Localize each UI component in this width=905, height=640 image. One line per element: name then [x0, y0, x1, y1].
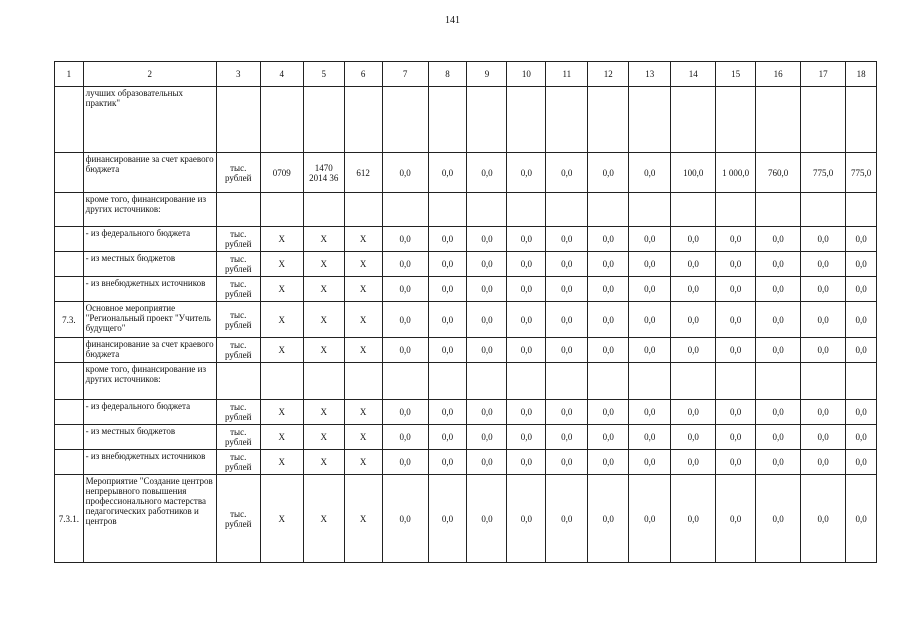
value-cell: 0,0: [382, 475, 428, 563]
value-cell: 0,0: [467, 252, 507, 277]
value-cell: 0,0: [801, 227, 846, 252]
value-cell: 0,0: [428, 277, 467, 302]
value-cell: [507, 87, 546, 153]
column-header: 7: [382, 62, 428, 87]
value-cell: 0,0: [716, 302, 756, 338]
row-number-cell: 7.3.: [55, 302, 84, 338]
value-cell: тыс. рублей: [216, 450, 260, 475]
value-cell: 0,0: [546, 277, 588, 302]
description-cell: лучших образовательных практик": [83, 87, 216, 153]
value-cell: 0,0: [629, 338, 671, 363]
value-cell: X: [260, 400, 303, 425]
value-cell: [756, 193, 801, 227]
table-row: [55, 425, 877, 450]
value-cell: [671, 87, 716, 153]
value-cell: 0,0: [382, 425, 428, 450]
value-cell: 0,0: [588, 153, 629, 193]
value-cell: [303, 193, 344, 227]
value-cell: 0,0: [801, 400, 846, 425]
value-cell: 0,0: [671, 252, 716, 277]
value-cell: 0,0: [546, 400, 588, 425]
value-cell: [588, 363, 629, 400]
value-cell: 0,0: [716, 338, 756, 363]
value-cell: 0,0: [846, 227, 877, 252]
value-cell: 0,0: [507, 302, 546, 338]
value-cell: тыс. рублей: [216, 227, 260, 252]
value-cell: [507, 193, 546, 227]
value-cell: X: [344, 277, 382, 302]
value-cell: 0,0: [846, 475, 877, 563]
value-cell: 0,0: [716, 400, 756, 425]
value-cell: 0,0: [467, 425, 507, 450]
column-header: 12: [588, 62, 629, 87]
value-cell: 0,0: [756, 425, 801, 450]
value-cell: 0,0: [546, 227, 588, 252]
value-cell: 0,0: [428, 425, 467, 450]
value-cell: тыс. рублей: [216, 302, 260, 338]
description-cell: - из федерального бюджета: [83, 227, 216, 252]
value-cell: X: [260, 252, 303, 277]
value-cell: 775,0: [846, 153, 877, 193]
column-header: 6: [344, 62, 382, 87]
value-cell: [846, 363, 877, 400]
value-cell: 0,0: [671, 450, 716, 475]
value-cell: 0,0: [756, 252, 801, 277]
value-cell: 0,0: [588, 302, 629, 338]
table-row: [55, 450, 877, 475]
value-cell: 0,0: [846, 277, 877, 302]
value-cell: [467, 87, 507, 153]
value-cell: 0,0: [588, 227, 629, 252]
value-cell: 0,0: [467, 450, 507, 475]
value-cell: X: [344, 475, 382, 563]
value-cell: тыс. рублей: [216, 153, 260, 193]
value-cell: 0,0: [467, 302, 507, 338]
value-cell: [382, 193, 428, 227]
table-row: [55, 193, 877, 227]
value-cell: [260, 193, 303, 227]
value-cell: [588, 87, 629, 153]
value-cell: 0,0: [546, 153, 588, 193]
value-cell: X: [344, 425, 382, 450]
value-cell: 0,0: [588, 252, 629, 277]
table-row: [55, 400, 877, 425]
value-cell: 0,0: [507, 277, 546, 302]
value-cell: [801, 193, 846, 227]
value-cell: 0,0: [801, 252, 846, 277]
column-header: 1: [55, 62, 84, 87]
value-cell: 0,0: [428, 450, 467, 475]
description-cell: - из внебюджетных источников: [83, 277, 216, 302]
value-cell: [671, 193, 716, 227]
value-cell: [716, 363, 756, 400]
value-cell: 0,0: [629, 400, 671, 425]
value-cell: 0,0: [546, 450, 588, 475]
value-cell: 0,0: [716, 425, 756, 450]
value-cell: 0,0: [756, 450, 801, 475]
value-cell: 0,0: [467, 338, 507, 363]
value-cell: X: [303, 227, 344, 252]
value-cell: 0,0: [801, 475, 846, 563]
row-number-cell: [55, 425, 84, 450]
value-cell: 0,0: [428, 252, 467, 277]
value-cell: 0,0: [629, 153, 671, 193]
value-cell: 0,0: [428, 227, 467, 252]
value-cell: 0,0: [756, 338, 801, 363]
value-cell: 0,0: [382, 450, 428, 475]
value-cell: [382, 363, 428, 400]
value-cell: 0,0: [716, 227, 756, 252]
value-cell: [428, 87, 467, 153]
value-cell: [546, 193, 588, 227]
value-cell: X: [260, 475, 303, 563]
value-cell: 0,0: [546, 338, 588, 363]
value-cell: X: [344, 302, 382, 338]
value-cell: 0,0: [629, 475, 671, 563]
value-cell: [344, 363, 382, 400]
value-cell: 0,0: [756, 400, 801, 425]
header-row: [55, 62, 877, 87]
row-number-cell: [55, 87, 84, 153]
value-cell: [629, 363, 671, 400]
value-cell: 0,0: [716, 450, 756, 475]
value-cell: 0,0: [588, 425, 629, 450]
value-cell: 0,0: [588, 277, 629, 302]
value-cell: 1470 2014 36: [303, 153, 344, 193]
value-cell: X: [344, 450, 382, 475]
row-number-cell: [55, 193, 84, 227]
column-header: 2: [83, 62, 216, 87]
value-cell: [801, 87, 846, 153]
value-cell: 0,0: [629, 302, 671, 338]
description-cell: - из внебюджетных источников: [83, 450, 216, 475]
description-cell: кроме того, финансирование из других источников:: [83, 193, 216, 227]
column-header: 10: [507, 62, 546, 87]
value-cell: 0,0: [716, 277, 756, 302]
value-cell: [756, 87, 801, 153]
value-cell: 0,0: [671, 227, 716, 252]
value-cell: [546, 87, 588, 153]
table-row: [55, 338, 877, 363]
column-header: 14: [671, 62, 716, 87]
value-cell: тыс. рублей: [216, 425, 260, 450]
value-cell: [467, 363, 507, 400]
row-number-cell: [55, 400, 84, 425]
value-cell: [382, 87, 428, 153]
value-cell: тыс. рублей: [216, 277, 260, 302]
value-cell: [507, 363, 546, 400]
value-cell: 0,0: [716, 475, 756, 563]
value-cell: 0,0: [428, 475, 467, 563]
column-header: 8: [428, 62, 467, 87]
value-cell: тыс. рублей: [216, 252, 260, 277]
value-cell: 1 000,0: [716, 153, 756, 193]
value-cell: 0,0: [716, 252, 756, 277]
value-cell: 0,0: [507, 450, 546, 475]
value-cell: [716, 193, 756, 227]
value-cell: [846, 193, 877, 227]
value-cell: 0,0: [629, 252, 671, 277]
value-cell: 0,0: [588, 475, 629, 563]
description-cell: - из местных бюджетов: [83, 252, 216, 277]
value-cell: [846, 87, 877, 153]
column-header: 4: [260, 62, 303, 87]
table-row: [55, 87, 877, 153]
value-cell: [467, 193, 507, 227]
value-cell: X: [344, 400, 382, 425]
value-cell: 0,0: [671, 277, 716, 302]
value-cell: 0,0: [756, 302, 801, 338]
value-cell: X: [260, 425, 303, 450]
row-number-cell: [55, 338, 84, 363]
table-row: [55, 153, 877, 193]
description-cell: кроме того, финансирование из других источников:: [83, 363, 216, 400]
value-cell: 0,0: [756, 277, 801, 302]
value-cell: тыс. рублей: [216, 338, 260, 363]
table-row: [55, 277, 877, 302]
value-cell: 0,0: [629, 425, 671, 450]
value-cell: [588, 193, 629, 227]
value-cell: 0,0: [546, 252, 588, 277]
value-cell: [344, 87, 382, 153]
value-cell: 0,0: [428, 153, 467, 193]
value-cell: 0,0: [546, 475, 588, 563]
table-row: [55, 302, 877, 338]
value-cell: 0,0: [756, 475, 801, 563]
row-number-cell: [55, 363, 84, 400]
column-header: 18: [846, 62, 877, 87]
value-cell: 760,0: [756, 153, 801, 193]
value-cell: [629, 193, 671, 227]
value-cell: 0,0: [588, 450, 629, 475]
value-cell: X: [344, 252, 382, 277]
value-cell: 0,0: [507, 252, 546, 277]
description-cell: - из федерального бюджета: [83, 400, 216, 425]
value-cell: 612: [344, 153, 382, 193]
value-cell: X: [303, 400, 344, 425]
value-cell: 0,0: [382, 153, 428, 193]
value-cell: 0,0: [671, 425, 716, 450]
value-cell: [671, 363, 716, 400]
description-cell: - из местных бюджетов: [83, 425, 216, 450]
value-cell: [216, 87, 260, 153]
value-cell: 0,0: [507, 338, 546, 363]
value-cell: 0,0: [846, 450, 877, 475]
value-cell: 775,0: [801, 153, 846, 193]
value-cell: 0,0: [467, 400, 507, 425]
value-cell: 0,0: [382, 338, 428, 363]
value-cell: 0,0: [382, 400, 428, 425]
value-cell: X: [260, 302, 303, 338]
column-header: 9: [467, 62, 507, 87]
value-cell: [216, 193, 260, 227]
column-header: 5: [303, 62, 344, 87]
value-cell: X: [260, 338, 303, 363]
table-row: [55, 363, 877, 400]
value-cell: 0,0: [507, 227, 546, 252]
value-cell: 0,0: [507, 425, 546, 450]
table-row: [55, 475, 877, 563]
value-cell: 0,0: [801, 277, 846, 302]
description-cell: финансирование за счет краевого бюджета: [83, 338, 216, 363]
budget-table: [54, 61, 877, 563]
value-cell: [428, 363, 467, 400]
value-cell: 0,0: [846, 252, 877, 277]
value-cell: [428, 193, 467, 227]
value-cell: 0,0: [382, 277, 428, 302]
row-number-cell: [55, 153, 84, 193]
value-cell: 0,0: [671, 338, 716, 363]
value-cell: X: [260, 277, 303, 302]
value-cell: 0,0: [846, 302, 877, 338]
description-cell: финансирование за счет краевого бюджета: [83, 153, 216, 193]
value-cell: 100,0: [671, 153, 716, 193]
value-cell: 0,0: [382, 227, 428, 252]
value-cell: тыс. рублей: [216, 400, 260, 425]
value-cell: 0,0: [467, 277, 507, 302]
row-number-cell: [55, 277, 84, 302]
value-cell: 0,0: [629, 277, 671, 302]
table-row: [55, 227, 877, 252]
value-cell: [303, 363, 344, 400]
value-cell: X: [344, 338, 382, 363]
value-cell: [716, 87, 756, 153]
value-cell: 0,0: [671, 400, 716, 425]
column-header: 16: [756, 62, 801, 87]
row-number-cell: [55, 227, 84, 252]
value-cell: 0,0: [671, 475, 716, 563]
value-cell: [344, 193, 382, 227]
row-number-cell: [55, 252, 84, 277]
value-cell: [260, 87, 303, 153]
value-cell: X: [303, 425, 344, 450]
value-cell: 0,0: [756, 227, 801, 252]
value-cell: 0,0: [671, 302, 716, 338]
value-cell: 0,0: [846, 338, 877, 363]
value-cell: 0,0: [428, 302, 467, 338]
value-cell: 0,0: [546, 425, 588, 450]
value-cell: 0,0: [428, 338, 467, 363]
value-cell: 0,0: [801, 302, 846, 338]
value-cell: X: [303, 252, 344, 277]
value-cell: 0,0: [382, 252, 428, 277]
value-cell: 0,0: [629, 227, 671, 252]
value-cell: X: [303, 475, 344, 563]
value-cell: 0,0: [467, 475, 507, 563]
value-cell: [260, 363, 303, 400]
value-cell: [303, 87, 344, 153]
value-cell: X: [303, 277, 344, 302]
value-cell: [546, 363, 588, 400]
value-cell: 0,0: [507, 153, 546, 193]
value-cell: 0,0: [801, 425, 846, 450]
row-number-cell: 7.3.1.: [55, 475, 84, 563]
value-cell: [629, 87, 671, 153]
value-cell: тыс. рублей: [216, 475, 260, 563]
value-cell: [216, 363, 260, 400]
column-header: 13: [629, 62, 671, 87]
column-header: 17: [801, 62, 846, 87]
value-cell: [756, 363, 801, 400]
page-number: 141: [445, 15, 460, 26]
value-cell: 0,0: [507, 400, 546, 425]
value-cell: 0,0: [382, 302, 428, 338]
value-cell: 0,0: [846, 400, 877, 425]
value-cell: 0709: [260, 153, 303, 193]
value-cell: X: [303, 450, 344, 475]
value-cell: 0,0: [846, 425, 877, 450]
value-cell: X: [260, 227, 303, 252]
value-cell: X: [344, 227, 382, 252]
column-header: 15: [716, 62, 756, 87]
row-number-cell: [55, 450, 84, 475]
value-cell: 0,0: [801, 450, 846, 475]
table-row: [55, 252, 877, 277]
value-cell: 0,0: [546, 302, 588, 338]
column-header: 3: [216, 62, 260, 87]
value-cell: 0,0: [428, 400, 467, 425]
value-cell: [801, 363, 846, 400]
value-cell: X: [303, 338, 344, 363]
value-cell: X: [260, 450, 303, 475]
description-cell: Мероприятие "Создание центров непрерывного повышения профессионального мастерства педагогических работников и центров: [83, 475, 216, 563]
value-cell: 0,0: [507, 475, 546, 563]
value-cell: 0,0: [801, 338, 846, 363]
value-cell: 0,0: [588, 338, 629, 363]
value-cell: 0,0: [467, 153, 507, 193]
value-cell: 0,0: [467, 227, 507, 252]
column-header: 11: [546, 62, 588, 87]
value-cell: 0,0: [629, 450, 671, 475]
value-cell: X: [303, 302, 344, 338]
description-cell: Основное мероприятие "Региональный проект "Учитель будущего": [83, 302, 216, 338]
value-cell: 0,0: [588, 400, 629, 425]
